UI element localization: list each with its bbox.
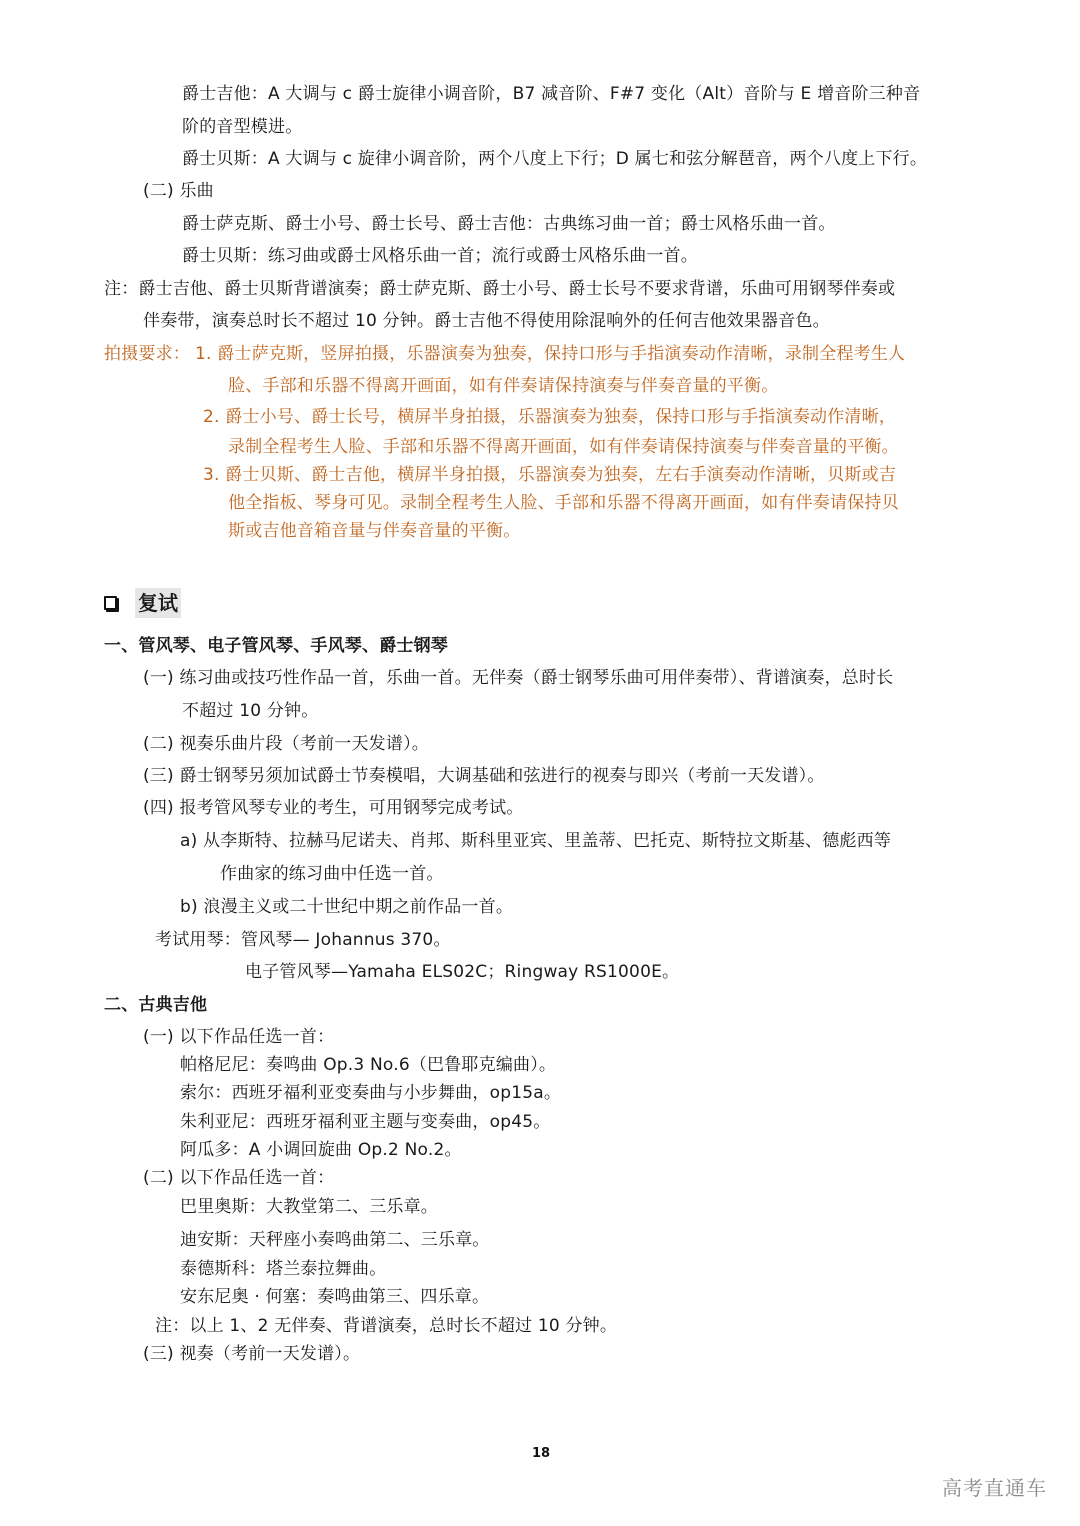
part2-piece-paganini: 帕格尼尼：奏鸣曲 Op.3 No.6（巴鲁耶克编曲）。 (180, 1055, 557, 1075)
jazz-guitar-scales-line-2: 阶的音型模进。 (182, 117, 303, 137)
subsection-pieces-heading: (二) 乐曲 (143, 181, 214, 201)
part2-piece-barrios: 巴里奥斯：大教堂第二、三乐章。 (180, 1197, 438, 1217)
part2-piece-tedesco: 泰德斯科：塔兰泰拉舞曲。 (180, 1259, 387, 1279)
jazz-wind-guitar-pieces-line: 爵士萨克斯、爵士小号、爵士长号、爵士吉他：古典练习曲一首；爵士风格乐曲一首。 (182, 214, 836, 234)
jazz-bass-scales-line: 爵士贝斯：A 大调与 c 旋律小调音阶，两个八度上下行；D 属七和弦分解琶音，两个八度上下行。 (182, 149, 928, 169)
part1-item-4b: b) 浪漫主义或二十世纪中期之前作品一首。 (180, 897, 514, 917)
part2-piece-giuliani: 朱利亚尼：西班牙福利亚主题与变奏曲，op45。 (180, 1112, 551, 1132)
filming-item-3-line-2: 他全指板、琴身可见。录制全程考生人脸、手部和乐器不得离开画面，如有伴奏请保持贝 (228, 493, 899, 513)
part1-item-4: (四) 报考管风琴专业的考生，可用钢琴完成考试。 (143, 798, 524, 818)
jazz-bass-pieces-line: 爵士贝斯：练习曲或爵士风格乐曲一首；流行或爵士风格乐曲一首。 (182, 246, 698, 266)
part2-piece-dyens: 迪安斯：天秤座小奏鸣曲第二、三乐章。 (180, 1230, 490, 1250)
part1-item-1-line-1: (一) 练习曲或技巧性作品一首，乐曲一首。无伴奏（爵士钢琴乐曲可用伴奏带）、背谱演奏，总时长 (143, 668, 894, 688)
watermark-text: 高考直通车 (942, 1476, 1047, 1500)
filming-requirements-label: 拍摄要求： (104, 344, 190, 364)
note-line-2: 伴奏带，演奏总时长不超过 10 分钟。爵士吉他不得使用除混响外的任何吉他效果器音色。 (143, 311, 830, 331)
page-number: 18 (532, 1446, 551, 1461)
part2-note: 注：以上 1、2 无伴奏、背谱演奏，总时长不超过 10 分钟。 (155, 1316, 618, 1336)
part1-item-3: (三) 爵士钢琴另须加试爵士节奏模唱，大调基础和弦进行的视奏与即兴（考前一天发谱）。 (143, 766, 825, 786)
part1-heading: 一、管风琴、电子管风琴、手风琴、爵士钢琴 (104, 636, 448, 656)
retest-section-heading (104, 588, 181, 618)
part2-heading: 二、古典吉他 (104, 995, 208, 1015)
note-line-1: 注：爵士吉他、爵士贝斯背谱演奏；爵士萨克斯、爵士小号、爵士长号不要求背谱，乐曲可用钢琴伴奏或 (104, 279, 896, 299)
retest-section-title: 复试 (135, 588, 181, 618)
filming-item-3-line-1: 3. 爵士贝斯、爵士吉他，横屏半身拍摄，乐器演奏为独奏，左右手演奏动作清晰，贝斯或吉 (203, 465, 897, 485)
part1-item-1-line-2: 不超过 10 分钟。 (182, 701, 319, 721)
filming-item-3-line-3: 斯或吉他音箱音量与伴奏音量的平衡。 (228, 521, 521, 541)
jazz-guitar-scales-line-1: 爵士吉他：A 大调与 c 爵士旋律小调音阶，B7 减音阶、F#7 变化（Alt）音阶与 E 增音阶三种音 (182, 84, 921, 104)
part2-piece-jose: 安东尼奥 · 何塞：奏鸣曲第三、四乐章。 (180, 1287, 490, 1307)
part2-item-3: (三) 视奏（考前一天发谱）。 (143, 1344, 361, 1364)
part2-item-2-heading: (二) 以下作品任选一首： (143, 1168, 335, 1188)
filming-item-2-line-2: 录制全程考生人脸、手部和乐器不得离开画面，如有伴奏请保持演奏与伴奏音量的平衡。 (228, 437, 899, 457)
part2-piece-sor: 索尔：西班牙福利亚变奏曲与小步舞曲，op15a。 (180, 1083, 562, 1103)
checkbox-icon (104, 596, 117, 610)
exam-instrument-organ: 考试用琴：管风琴— Johannus 370。 (155, 930, 451, 950)
filming-item-1-line-1: 1. 爵士萨克斯，竖屏拍摄，乐器演奏为独奏，保持口形与手指演奏动作清晰，录制全程考生人 (195, 344, 906, 364)
part1-item-4a-line-1: a) 从李斯特、拉赫马尼诺夫、肖邦、斯科里亚宾、里盖蒂、巴托克、斯特拉文斯基、德彪西等 (180, 831, 892, 851)
exam-instrument-electronic-organ: 电子管风琴—Yamaha ELS02C；Ringway RS1000E。 (245, 962, 680, 982)
part1-item-4a-line-2: 作曲家的练习曲中任选一首。 (220, 864, 444, 884)
part2-item-1-heading: (一) 以下作品任选一首： (143, 1027, 335, 1047)
filming-item-2-line-1: 2. 爵士小号、爵士长号，横屏半身拍摄，乐器演奏为独奏，保持口形与手指演奏动作清晰， (203, 407, 897, 427)
part2-piece-aguado: 阿瓜多：A 小调回旋曲 Op.2 No.2。 (180, 1140, 462, 1160)
part1-item-2: (二) 视奏乐曲片段（考前一天发谱）。 (143, 734, 429, 754)
filming-item-1-line-2: 脸、手部和乐器不得离开画面，如有伴奏请保持演奏与伴奏音量的平衡。 (228, 376, 779, 396)
